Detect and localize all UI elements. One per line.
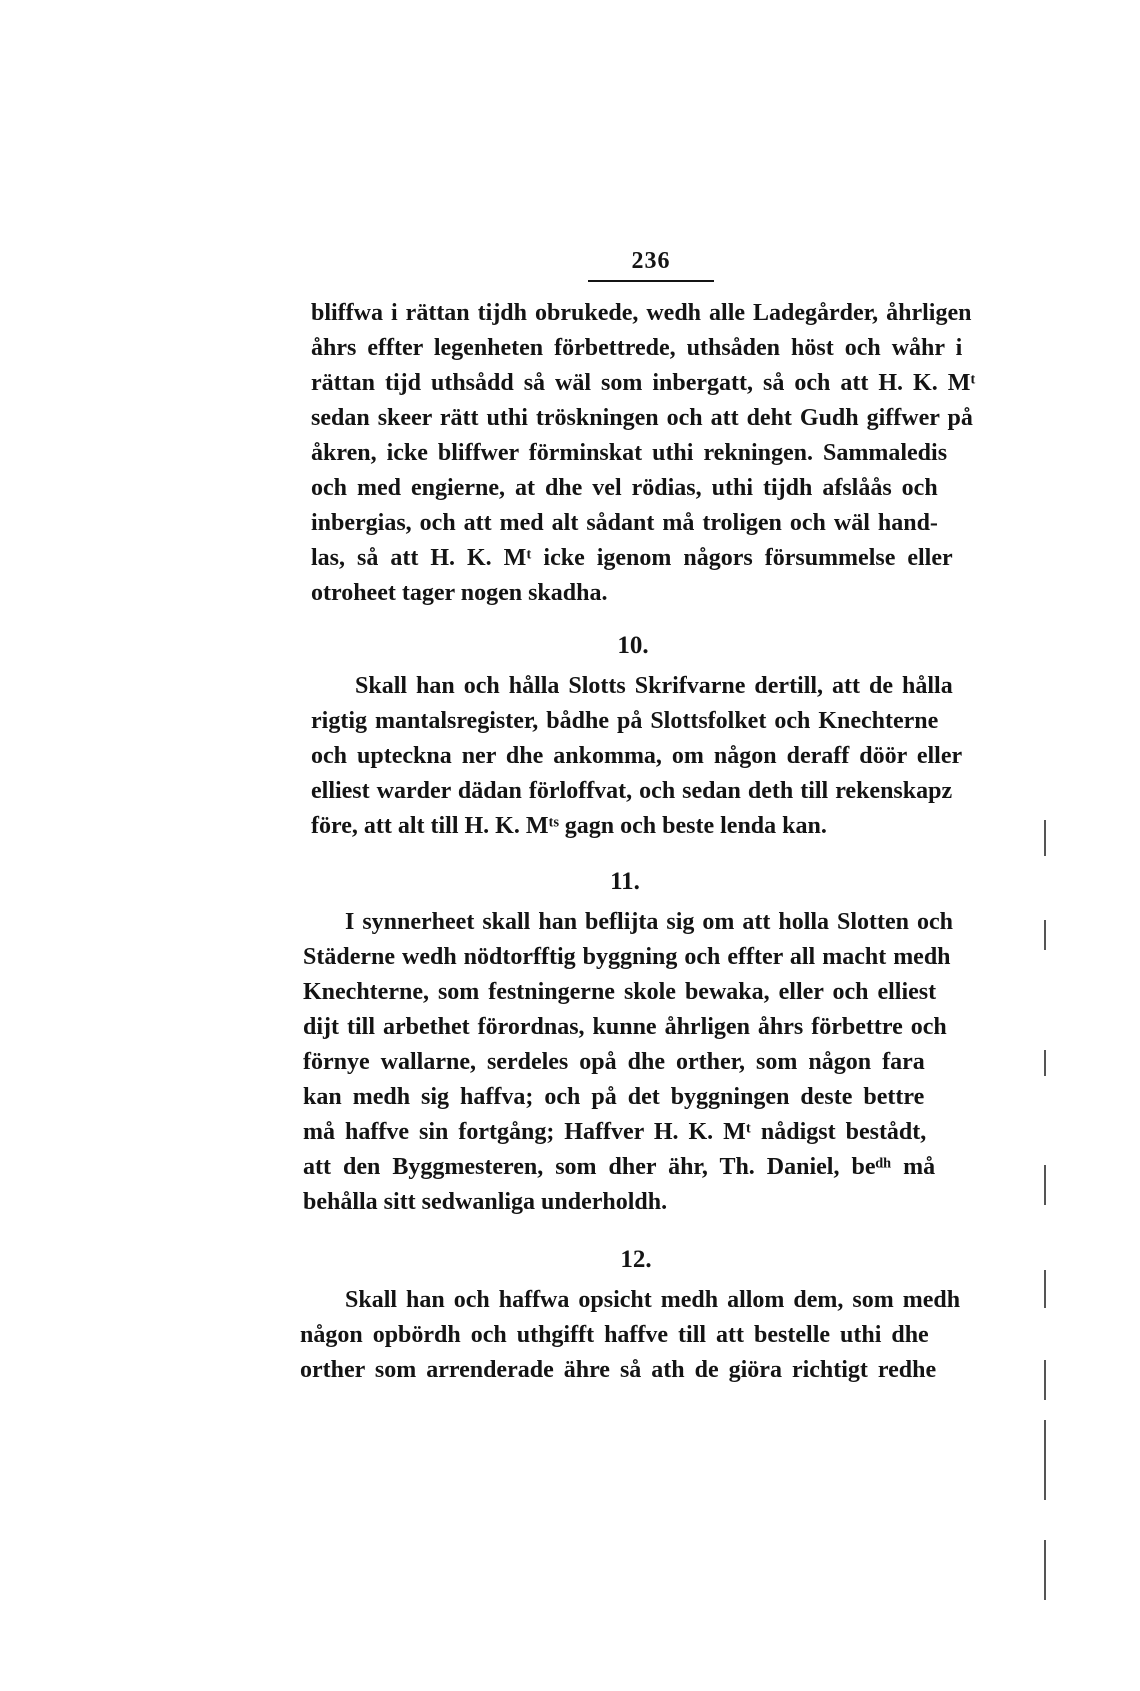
- scan-mark: [1044, 1270, 1046, 1308]
- text-line: före, att alt till H. K. Mᵗˢ gagn och beste lenda kan.: [311, 813, 827, 839]
- text-line: sedan skeer rätt uthi tröskningen och att deht Gudh giffwer på: [311, 405, 973, 431]
- text-line: förnye wallarne, serdeles opå dhe orther, som någon fara: [303, 1049, 925, 1075]
- text-line: las, så att H. K. Mᵗ icke igenom någors försummelse eller: [311, 545, 953, 571]
- text-line: rättan tijd uthsådd så wäl som inbergatt, så och att H. K. Mᵗ: [311, 370, 976, 396]
- text-line: bliffwa i rättan tijdh obrukede, wedh alle Ladegårder, åhrligen: [311, 300, 972, 326]
- scan-mark: [1044, 1420, 1046, 1500]
- text-line: och upteckna ner dhe ankomma, om någon deraff döör eller: [311, 743, 963, 769]
- text-line: inbergias, och att med alt sådant må troligen och wäl hand-: [311, 510, 938, 536]
- text-line: otroheet tager nogen skadha.: [311, 580, 608, 606]
- text-line: Skall han och haffwa opsicht medh allom dem, som medh: [345, 1287, 961, 1313]
- text-line: åhrs effter legenheten förbettrede, uthsåden höst och wåhr i: [311, 335, 963, 361]
- text-line: kan medh sig haffva; och på det byggningen deste bettre: [303, 1084, 925, 1110]
- text-line: I synnerheet skall han beflijta sig om att holla Slotten och: [345, 909, 954, 935]
- text-line: rigtig mantalsregister, bådhe på Slottsfolket och Knechterne: [311, 708, 939, 734]
- text-line: må haffve sin fortgång; Haffver H. K. Mᵗ nådigst bestådt,: [303, 1119, 927, 1145]
- text-line: Knechterne, som festningerne skole bewaka, eller och elliest: [303, 979, 937, 1005]
- scan-mark: [1044, 820, 1046, 856]
- section-heading-11: 11.: [610, 868, 640, 895]
- text-line: dijt till arbethet förordnas, kunne åhrligen åhrs förbettre och: [303, 1014, 947, 1040]
- page-number-rule: [588, 280, 714, 282]
- text-line: elliest warder dädan förloffvat, och sedan deth till rekenskapz: [311, 778, 953, 804]
- scan-mark: [1044, 920, 1046, 950]
- section-heading-12: 12.: [620, 1246, 652, 1273]
- page-number: 236: [631, 248, 671, 274]
- text-line: åkren, icke bliffwer förminskat uthi rekningen. Sammaledis: [311, 440, 948, 466]
- text-line: Städerne wedh nödtorfftig byggning och effter all macht medh: [303, 944, 951, 970]
- scan-mark: [1044, 1050, 1046, 1076]
- text-line: att den Byggmesteren, som dher ähr, Th. Daniel, beᵈʰ må: [303, 1154, 936, 1180]
- text-line: Skall han och hålla Slotts Skrifvarne dertill, att de hålla: [355, 673, 953, 699]
- text-line: orther som arrenderade ähre så ath de giöra richtigt redhe: [300, 1357, 937, 1383]
- scan-mark: [1044, 1360, 1046, 1400]
- scan-mark: [1044, 1165, 1046, 1205]
- text-line: behålla sitt sedwanliga underholdh.: [303, 1189, 668, 1215]
- text-line: någon opbördh och uthgifft haffve till att bestelle uthi dhe: [300, 1322, 929, 1348]
- scan-mark: [1044, 1540, 1046, 1600]
- section-heading-10: 10.: [617, 632, 649, 659]
- text-line: och med engierne, at dhe vel rödias, uthi tijdh afslåås och: [311, 475, 938, 501]
